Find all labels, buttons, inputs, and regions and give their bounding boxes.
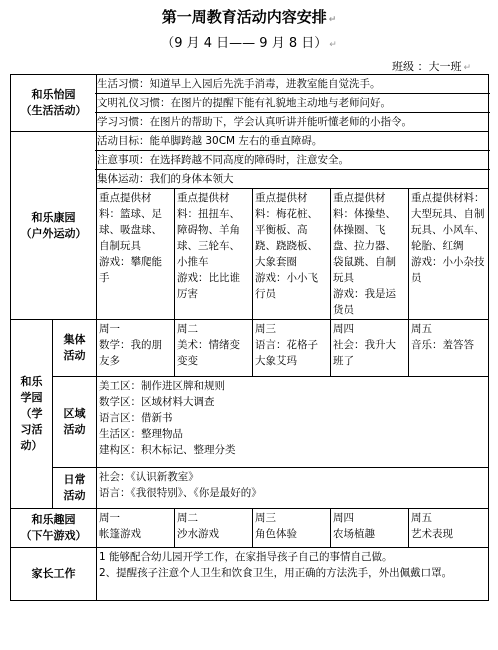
day-content: 农场植趣: [333, 528, 375, 540]
parent-item: 2、提醒孩子注意个人卫生和饮食卫生，用正确的方法洗手，外出佩戴口罩。: [99, 567, 453, 579]
area-item: 语言区：借新书: [99, 412, 173, 424]
paragraph-mark-icon: ↵: [328, 15, 337, 25]
lekang-subtitle: （户外运动）: [20, 226, 87, 240]
lekang-game: 游戏：比比谁厉害: [177, 272, 240, 300]
day-content: 角色体验: [255, 528, 297, 540]
area-label-1: 区域: [63, 407, 86, 420]
daily-label-2: 活动: [63, 489, 86, 502]
lequ-title: 和乐趣园: [31, 513, 76, 526]
day-label: 周二: [177, 323, 198, 335]
lequ-row: [11, 509, 489, 548]
lequ-title-cell: [11, 509, 97, 548]
lexue-group-mon: [97, 320, 175, 377]
lexue-daily-label: [53, 468, 97, 509]
parent-item: 1 能够配合幼儿园开学工作，在家指导孩子自己的事情自己做。: [99, 551, 393, 563]
day-label: 周五: [411, 323, 432, 335]
lekang-game: 游戏：我是运货员: [333, 288, 396, 316]
leyi-habit-study: 学习习惯：在图片的帮助下，学会认真听讲并能听懂老师的小指令。: [97, 116, 412, 128]
lequ-subtitle: （下午游戏）: [20, 529, 87, 542]
lexue-title: 和乐: [20, 375, 43, 388]
day-content: 社会：我升大班了: [333, 339, 396, 367]
lexue-subtitle-3: 动）: [20, 439, 43, 452]
lekang-info-cell: [97, 132, 489, 189]
leyi-title-cell: [11, 75, 97, 132]
paragraph-mark-icon: ↵: [463, 63, 472, 73]
lexue-area-content: [97, 377, 489, 468]
daily-item: 语言：《我很特别》、《你是最好的》: [99, 487, 262, 499]
lexue-daily-content: [97, 468, 489, 509]
day-content: 数学：我的朋友多: [99, 339, 162, 367]
lexue-group-thu: [331, 320, 409, 377]
lekang-day-fri: [409, 189, 489, 320]
lekang-note: 注意事项：在选择跨越不同高度的障碍时，注意安全。: [95, 151, 490, 170]
document-title: 第一周教育活动内容安排 ↵: [161, 8, 337, 26]
area-item: 建构区：积木标记、整理分类: [99, 444, 236, 456]
lekang-materials: 重点提供材料：篮球、足球、吸盘球、自制玩具: [99, 192, 162, 252]
day-label: 周三: [255, 512, 276, 524]
day-label: 周三: [255, 323, 276, 335]
day-content: 沙水游戏: [177, 528, 219, 540]
day-content: 艺术表现: [411, 528, 453, 540]
lexue-group-wed: [253, 320, 331, 377]
group-label-2: 活动: [63, 349, 86, 362]
lexue-subtitle: （学: [20, 407, 43, 420]
lekang-game: 游戏：攀爬能手: [99, 256, 162, 284]
leyi-content-cell: [97, 75, 489, 132]
lequ-day-wed: [253, 509, 331, 548]
day-label: 周二: [177, 512, 198, 524]
lekang-goal: 活动目标：能单脚跨越 30CM 左右的垂直障碍。: [95, 132, 490, 151]
day-label: 周五: [411, 512, 432, 524]
lequ-day-mon: [97, 509, 175, 548]
parent-title: 家长工作: [31, 567, 76, 580]
lekang-materials: 重点提供材料：扭扭车、障碍物、羊角球、三轮车、小推车: [177, 192, 240, 268]
lekang-materials: 重点提供材料：大型玩具、自制玩具、小风车、轮胎、红绸: [411, 192, 485, 252]
lekang-day-thu: [331, 189, 409, 320]
day-label: 周一: [99, 323, 120, 335]
leyi-title: 和乐怡园: [31, 88, 76, 101]
lekang-materials: 重点提供材料：体操垫、体操圈、飞盘、拉力器、袋鼠跳、自制玩具: [333, 192, 396, 284]
parent-row: [11, 548, 489, 601]
leyi-habit-etiquette: 文明礼仪习惯：在图片的提醒下能有礼貌地主动地与老师问好。: [95, 94, 490, 113]
lexue-group-fri: [409, 320, 489, 377]
lequ-day-fri: [409, 509, 489, 548]
lekang-group: 集体运动：我们的身体本领大: [97, 173, 234, 185]
area-item: 生活区：整理物品: [99, 428, 183, 440]
lequ-day-tue: [175, 509, 253, 548]
lekang-title: 和乐康园: [31, 210, 76, 224]
lexue-subtitle-2: 习活: [20, 423, 43, 436]
lexue-row-group: [11, 320, 489, 377]
lexue-group-label: [53, 320, 97, 377]
day-content: 帐篷游戏: [99, 528, 141, 540]
leyi-row: [11, 75, 489, 132]
day-label: 周一: [99, 512, 120, 524]
lexue-row-daily: [11, 468, 489, 509]
leyi-habit-life: 生活习惯：知道早上入园后先洗手消毒，进教室能自觉洗手。: [95, 75, 490, 94]
class-label: 班级 ：大一班 ↵: [392, 60, 472, 73]
daily-item: 社会：《认识新教室》: [99, 471, 199, 483]
leyi-subtitle: （生活活动）: [20, 104, 87, 117]
lekang-row-top: [11, 132, 489, 189]
area-item: 美工区：制作进区牌和规则: [99, 380, 225, 392]
paragraph-mark-icon: ↵: [329, 40, 337, 50]
schedule-table: [10, 74, 489, 601]
lekang-game: 游戏：小小杂技员: [411, 256, 485, 284]
lexue-group-tue: [175, 320, 253, 377]
lekang-day-tue: [175, 189, 253, 320]
lequ-day-thu: [331, 509, 409, 548]
document-date-range: （9 月 4 日—— 9 月 8 日） ↵: [161, 36, 337, 51]
day-content: 语言：花格子大象艾玛: [255, 339, 318, 367]
area-item: 数学区：区域材料大调查: [99, 396, 215, 408]
lekang-title-cell: [11, 132, 97, 320]
lexue-title-2: 学园: [20, 391, 43, 404]
lekang-game: 游戏：小小飞行员: [255, 272, 318, 300]
area-label-2: 活动: [63, 423, 86, 436]
lexue-area-label: [53, 377, 97, 468]
day-content: 音乐：羞答答: [411, 339, 474, 351]
parent-title-cell: [11, 548, 97, 601]
lexue-row-area: [11, 377, 489, 468]
day-content: 美术：情绪变变变: [177, 339, 240, 367]
lekang-materials: 重点提供材料：梅花桩、平衡板、高跷、跷跷板、大象套圈: [255, 192, 318, 268]
daily-label-1: 日常: [63, 473, 86, 486]
day-label: 周四: [333, 323, 354, 335]
group-label-1: 集体: [63, 333, 86, 346]
day-label: 周四: [333, 512, 354, 524]
lekang-day-mon: [97, 189, 175, 320]
parent-content: [97, 548, 489, 601]
lekang-day-wed: [253, 189, 331, 320]
lexue-title-cell: [11, 320, 53, 509]
